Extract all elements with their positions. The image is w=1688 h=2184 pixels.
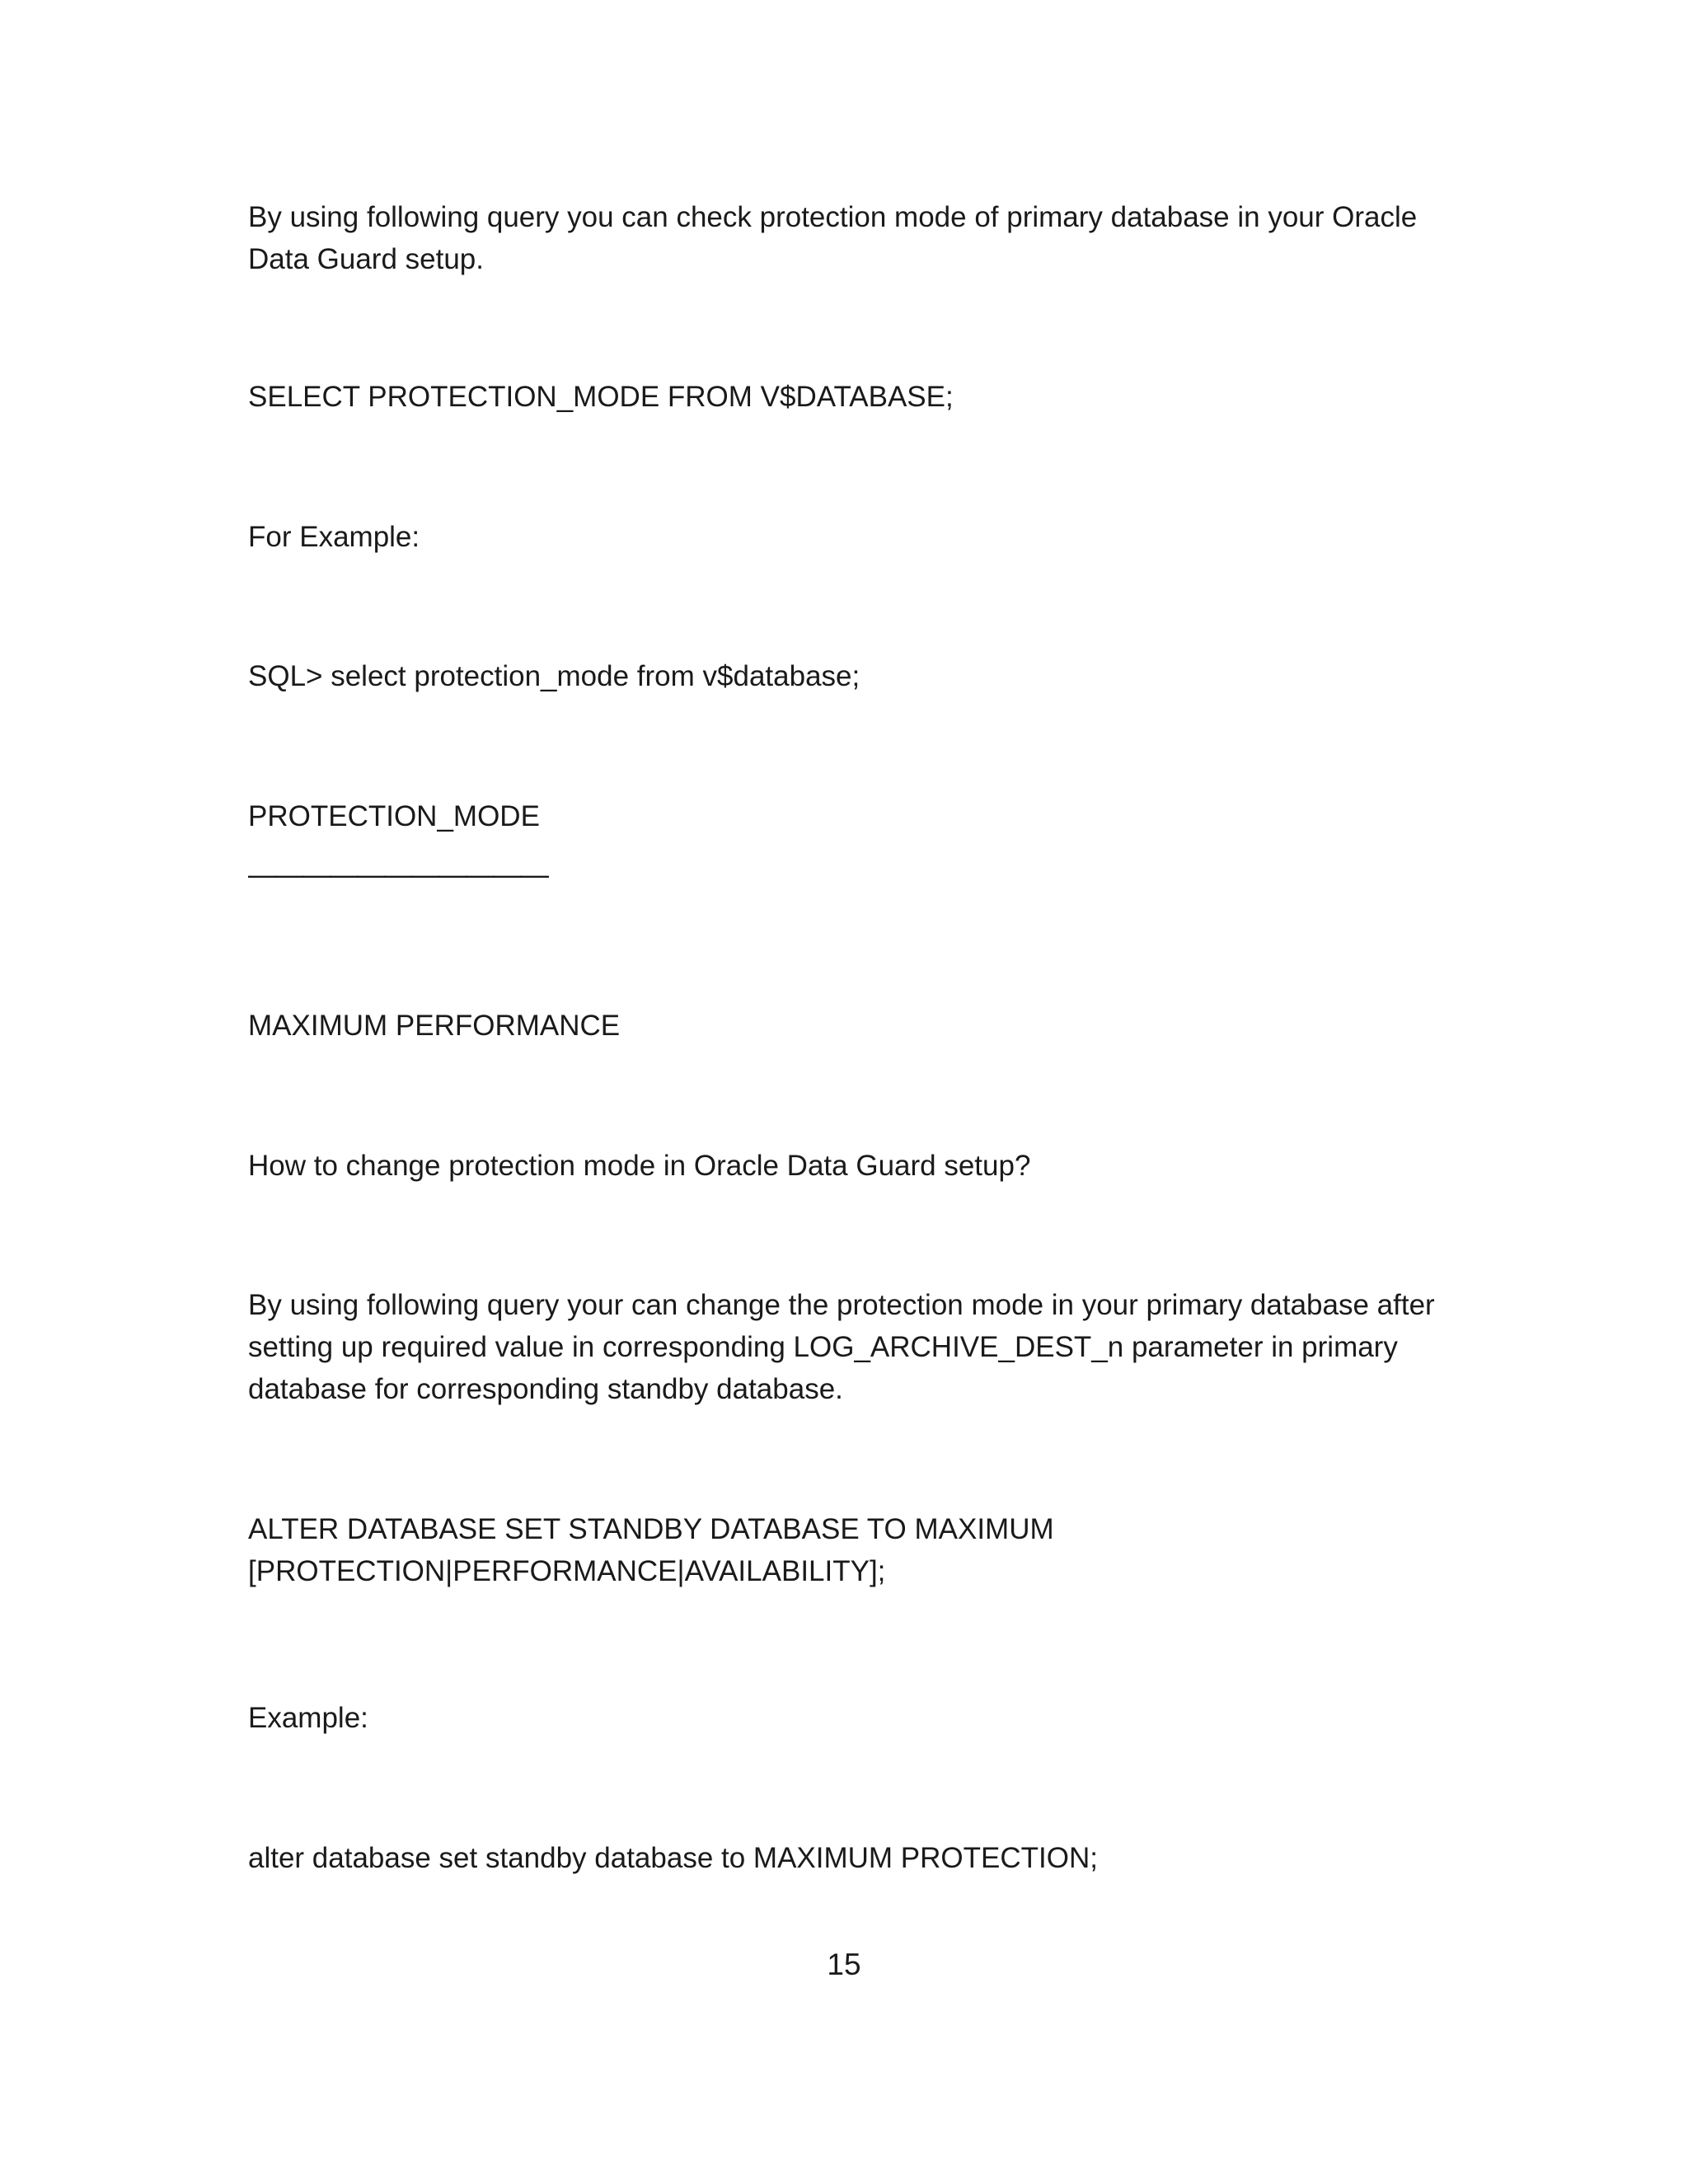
change-paragraph bbox=[248, 1284, 1435, 1410]
result-value: MAXIMUM PERFORMANCE bbox=[248, 1010, 621, 1042]
intro-line-2: Data Guard setup. bbox=[248, 243, 484, 275]
intro-line-1: By using following query you can check protection mode of primary database in your Oracle bbox=[248, 201, 1418, 233]
result-separator: ——————————— bbox=[248, 859, 547, 891]
result-column-header: PROTECTION_MODE bbox=[248, 800, 540, 832]
change-line-1: By using following query your can change the protection mode in your primary database after bbox=[248, 1289, 1435, 1321]
question-heading: How to change protection mode in Oracle Data Guard setup? bbox=[248, 1150, 1031, 1182]
sql-prompt-command: SQL> select protection_mode from v$database; bbox=[248, 660, 860, 692]
example-label: Example: bbox=[248, 1702, 368, 1734]
query-uppercase: SELECT PROTECTION_MODE FROM V$DATABASE; bbox=[248, 381, 954, 413]
example-command: alter database set standby database to MAXIMUM PROTECTION; bbox=[248, 1842, 1098, 1874]
page-number: 15 bbox=[827, 1947, 861, 1981]
alter-line-2: [PROTECTION|PERFORMANCE|AVAILABILITY]; bbox=[248, 1555, 886, 1587]
alter-line-1: ALTER DATABASE SET STANDBY DATABASE TO MAXIMUM bbox=[248, 1513, 1054, 1545]
intro-paragraph bbox=[248, 196, 1435, 280]
alter-statement bbox=[248, 1508, 1435, 1592]
change-line-3: database for corresponding standby database. bbox=[248, 1373, 843, 1405]
for-example-label: For Example: bbox=[248, 521, 420, 553]
change-line-2: setting up required value in corresponding LOG_ARCHIVE_DEST_n parameter in primary bbox=[248, 1331, 1398, 1363]
